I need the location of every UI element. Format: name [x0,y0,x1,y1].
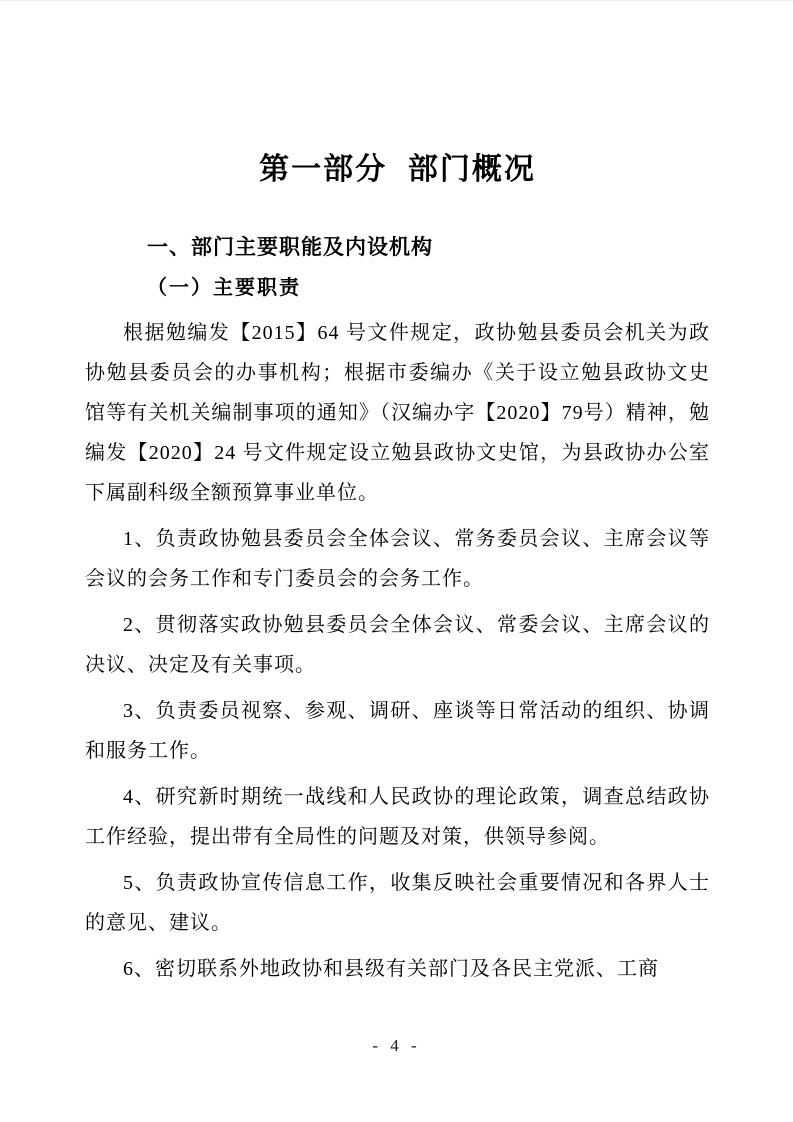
paragraph: 2、贯彻落实政协勉县委员会全体会议、常委会议、主席会议的决议、决定及有关事项。 [85,614,710,676]
page-title: 第一部分 部门概况 [259,153,536,186]
paragraph: 3、负责委员视察、参观、调研、座谈等日常活动的组织、协调和服务工作。 [85,700,710,762]
subsection-heading: （一）主要职责 [147,277,301,299]
section-heading: 一、部门主要职能及内设机构 [147,236,433,259]
paragraph: 5、负责政协宣传信息工作，收集反映社会重要情况和各界人士的意见、建议。 [85,872,710,934]
body-text [85,313,710,989]
page-number: - 4 - [372,1036,421,1055]
paragraph: 根据勉编发【2015】64 号文件规定，政协勉县委员会机关为政协勉县委员会的办事机构；根据市委编办《关于设立勉县政协文史馆等有关机关编制事项的通知》（汉编办字【2020】79号）精神，勉编发【2020】24 号文件规定设立勉县政协文史馆，为县政协办公室下属副科级全额预算事业单位。 [85,322,710,504]
paragraph: 1、负责政协勉县委员会全体会议、常务委员会议、主席会议等会议的会务工作和专门委员会的会务工作。 [85,528,710,590]
paragraph: 6、密切联系外地政协和县级有关部门及各民主党派、工商 [123,958,659,980]
paragraph: 4、研究新时期统一战线和人民政协的理论政策，调查总结政协工作经验，提出带有全局性的问题及对策，供领导参阅。 [85,786,710,848]
